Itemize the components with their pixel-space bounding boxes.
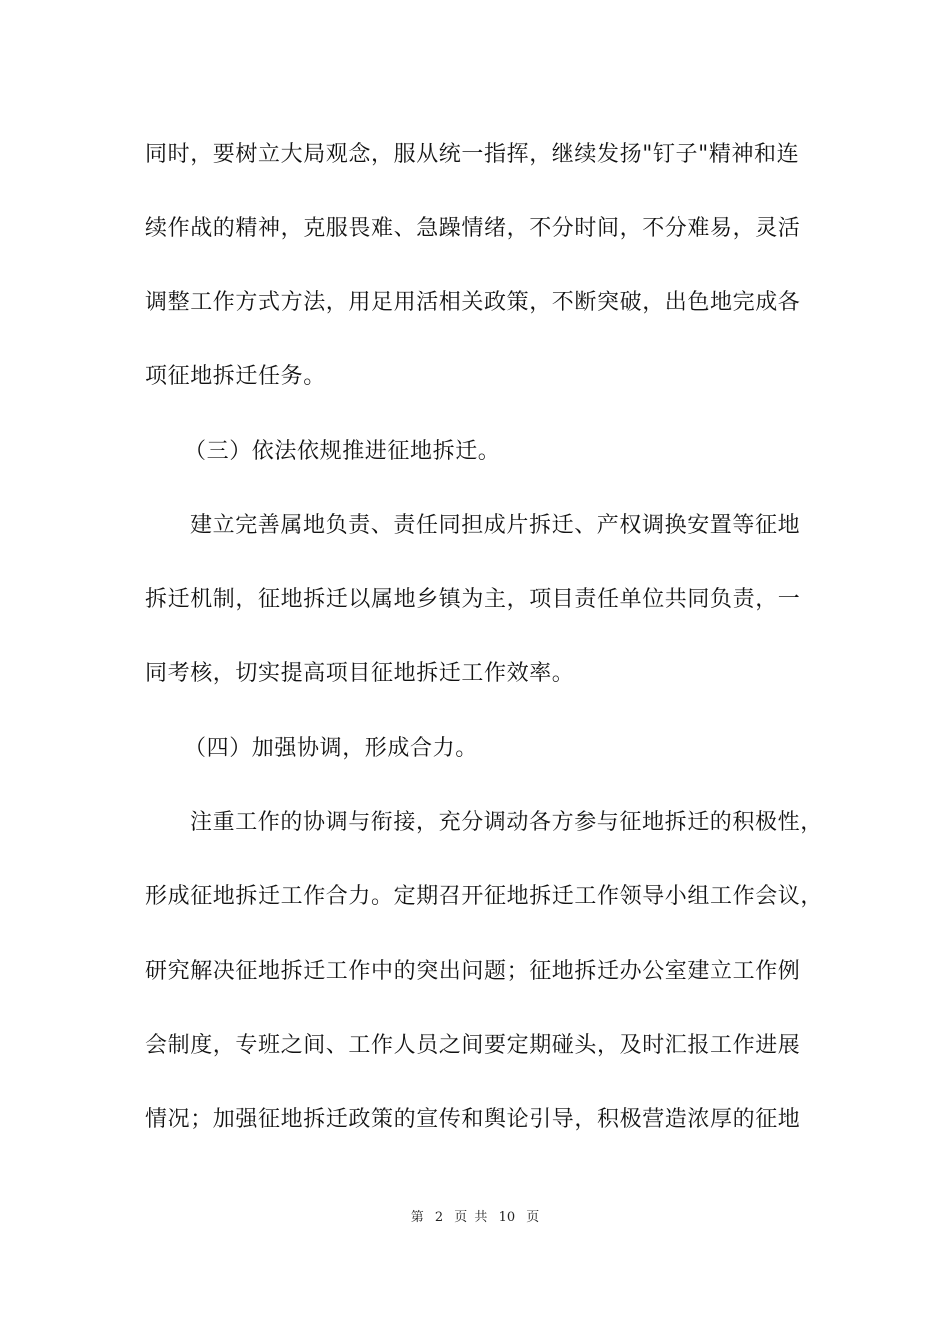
body-text-line: 研究解决征地拆迁工作中的突出问题；征地拆迁办公室建立工作例 — [145, 959, 801, 984]
body-text-line: 注重工作的协调与衔接，充分调动各方参与征地拆迁的积极性， — [190, 810, 823, 835]
body-text-line: 形成征地拆迁工作合力。定期召开征地拆迁工作领导小组工作会议， — [145, 884, 824, 909]
footer-middle: 页 共 — [454, 1210, 488, 1225]
footer-current-page: 2 — [434, 1210, 444, 1225]
body-text-line: 调整工作方式方法，用足用活相关政策，不断突破，出色地完成各 — [145, 290, 801, 315]
body-text-line: 续作战的精神，克服畏难、急躁情绪，不分时间，不分难易，灵活 — [145, 216, 801, 241]
body-text-line: 会制度，专班之间、工作人员之间要定期碰头，及时汇报工作进展 — [145, 1033, 801, 1058]
section-heading: （四）加强协调，形成合力。 — [184, 736, 478, 761]
footer-total-pages: 10 — [498, 1210, 516, 1225]
body-text-line: 同时，要树立大局观念，服从统一指挥，继续发扬"钉子"精神和连 — [145, 142, 800, 167]
body-text-line: 建立完善属地负责、责任同担成片拆迁、产权调换安置等征地 — [190, 513, 801, 538]
page-footer — [0, 1209, 950, 1227]
footer-suffix: 页 — [526, 1210, 540, 1225]
body-text-line: 情况；加强征地拆迁政策的宣传和舆论引导，积极营造浓厚的征地 — [145, 1107, 801, 1132]
body-text-line: 同考核，切实提高项目征地拆迁工作效率。 — [145, 661, 575, 686]
body-text-line: 拆迁机制，征地拆迁以属地乡镇为主，项目责任单位共同负责，一 — [145, 587, 801, 612]
footer-prefix: 第 — [410, 1210, 424, 1225]
body-text-line: 项征地拆迁任务。 — [145, 364, 326, 389]
section-heading: （三）依法依规推进征地拆迁。 — [184, 439, 501, 464]
